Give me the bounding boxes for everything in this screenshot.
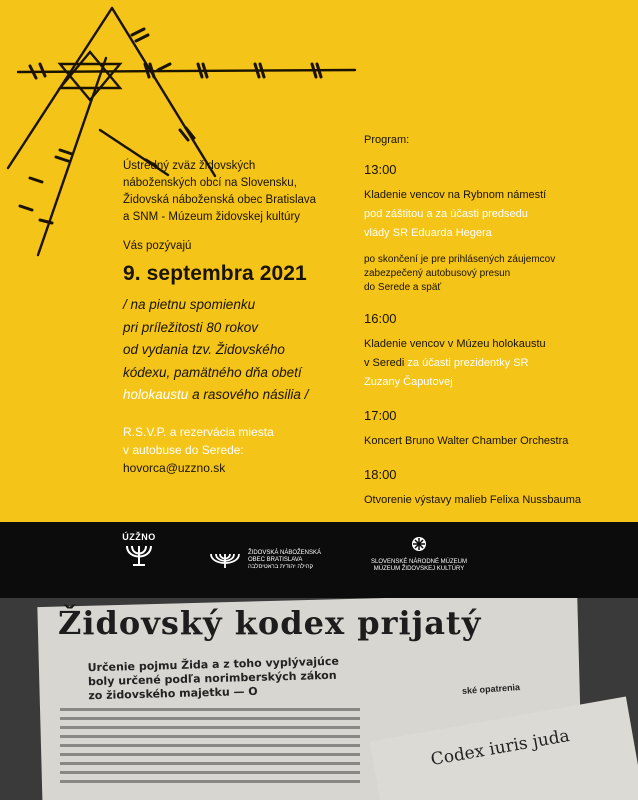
- menorah-icon: [123, 542, 155, 568]
- program-event: Koncert Bruno Walter Chamber Orchestra: [364, 435, 569, 447]
- snm-emblem-icon: [411, 536, 427, 552]
- text-line: [60, 771, 360, 774]
- logo-band: [0, 522, 638, 598]
- occasion-text: [123, 294, 373, 407]
- program-note-line: zabezpečený autobusový presun: [364, 268, 511, 279]
- zno-logo-line: ŽIDOVSKÁ NÁBOŽENSKÁ: [248, 550, 322, 556]
- organizer-line: Židovská náboženská obec Bratislava: [123, 194, 317, 206]
- newspaper-text-lines: [60, 708, 360, 789]
- newspaper-subheading: [87, 655, 339, 704]
- uzzno-logo-text: ÚZŽNO: [122, 532, 156, 542]
- text-line: [60, 726, 360, 729]
- newspaper-subheading-line: Určenie pojmu Žida a z toho vyplývajúce: [87, 654, 340, 675]
- rsvp-email-link[interactable]: hovorca@uzzno.sk: [123, 460, 226, 475]
- rsvp-line: v autobuse do Serede:: [123, 442, 244, 457]
- zno-bratislava-logo: [208, 550, 321, 571]
- program-time: 18:00: [364, 467, 397, 482]
- rsvp: [123, 423, 373, 477]
- occasion-line: / na pietnu spomienku: [123, 297, 256, 312]
- program-event-line: pod záštitou a za účasti predsedu: [364, 208, 528, 220]
- program-event-line: vlády SR Eduarda Hegera: [364, 227, 492, 239]
- program-note-line: po skončení je pre prihlásených záujemcov: [364, 254, 556, 265]
- text-line: [60, 753, 360, 756]
- program-event-place: v Seredi: [364, 357, 405, 369]
- program-time: 16:00: [364, 311, 397, 326]
- program-label: Program:: [364, 134, 410, 146]
- organizer-line: a SNM - Múzeum židovskej kultúry: [123, 211, 301, 223]
- occasion-line: [123, 384, 373, 407]
- organizer-line: Ústredný zväz židovských: [123, 160, 256, 172]
- program-event: [364, 335, 634, 392]
- program-event: [364, 186, 634, 243]
- program-time: 17:00: [364, 408, 397, 423]
- menorah-icon: [208, 552, 242, 570]
- program-time: 13:00: [364, 162, 397, 177]
- program-item: [364, 162, 634, 295]
- text-line: [60, 744, 360, 747]
- newspaper-headline: Židovský kodex prijatý: [58, 604, 482, 642]
- zno-logo-line: OBEC BRATISLAVA: [248, 557, 303, 563]
- zno-logo-line: קהילה יהודית בראטיסלבה: [248, 564, 314, 570]
- zno-logo-text: [248, 550, 321, 571]
- program-event-line: Zuzany Čaputovej: [364, 376, 453, 388]
- occasion-line: od vydania tzv. Židovského: [123, 342, 285, 357]
- text-line: [60, 708, 360, 711]
- snm-logo: [364, 536, 474, 573]
- organizer-line: náboženských obcí na Slovensku,: [123, 177, 297, 189]
- text-line: [60, 717, 360, 720]
- text-line: [60, 762, 360, 765]
- newspaper-side-text: ské opatrenia: [461, 681, 521, 697]
- program-item: [364, 408, 634, 451]
- program-event-line: Kladenie vencov v Múzeu holokaustu: [364, 338, 546, 350]
- program-note-line: do Serede a späť: [364, 282, 442, 293]
- invite-text: Vás pozývajú: [123, 240, 192, 252]
- newspaper-photo: [0, 598, 638, 800]
- text-line: [60, 780, 360, 783]
- snm-logo-text: [364, 559, 474, 573]
- occasion-line: kódexu, pamätného dňa obetí: [123, 364, 302, 380]
- codex-heading: Codex iuris juda: [429, 725, 572, 771]
- program-block: [364, 134, 634, 526]
- text-line: [60, 735, 360, 738]
- occasion-highlight: holokaustu: [123, 387, 189, 402]
- invitation-block: [123, 158, 373, 477]
- newspaper-subheading-line: boly určené podľa norimberských zákon: [87, 668, 337, 689]
- program-note: [364, 253, 634, 295]
- uzzno-logo: [122, 532, 156, 573]
- program-event-line: Kladenie vencov na Rybnom námestí: [364, 189, 547, 201]
- newspaper-subheading-line: zo židovského majetku — O: [88, 684, 258, 703]
- rsvp-line: R.S.V.P. a rezervácia miesta: [123, 424, 274, 439]
- program-item: [364, 467, 634, 510]
- event-date: 9. septembra 2021: [123, 262, 307, 285]
- organizers: [123, 158, 373, 226]
- program-item: [364, 311, 634, 392]
- snm-logo-line: MÚZEUM ŽIDOVSKEJ KULTÚRY: [373, 566, 465, 572]
- program-event: Otvorenie výstavy malieb Felixa Nussbauma: [364, 494, 582, 506]
- snm-logo-line: SLOVENSKÉ NÁRODNÉ MÚZEUM: [370, 559, 467, 565]
- program-event-line: [364, 354, 634, 373]
- occasion-tail: a rasového násilia /: [188, 387, 309, 402]
- occasion-line: pri príležitosti 80 rokov: [123, 319, 259, 335]
- program-event-highlight: za účasti prezidentky SR: [404, 357, 529, 369]
